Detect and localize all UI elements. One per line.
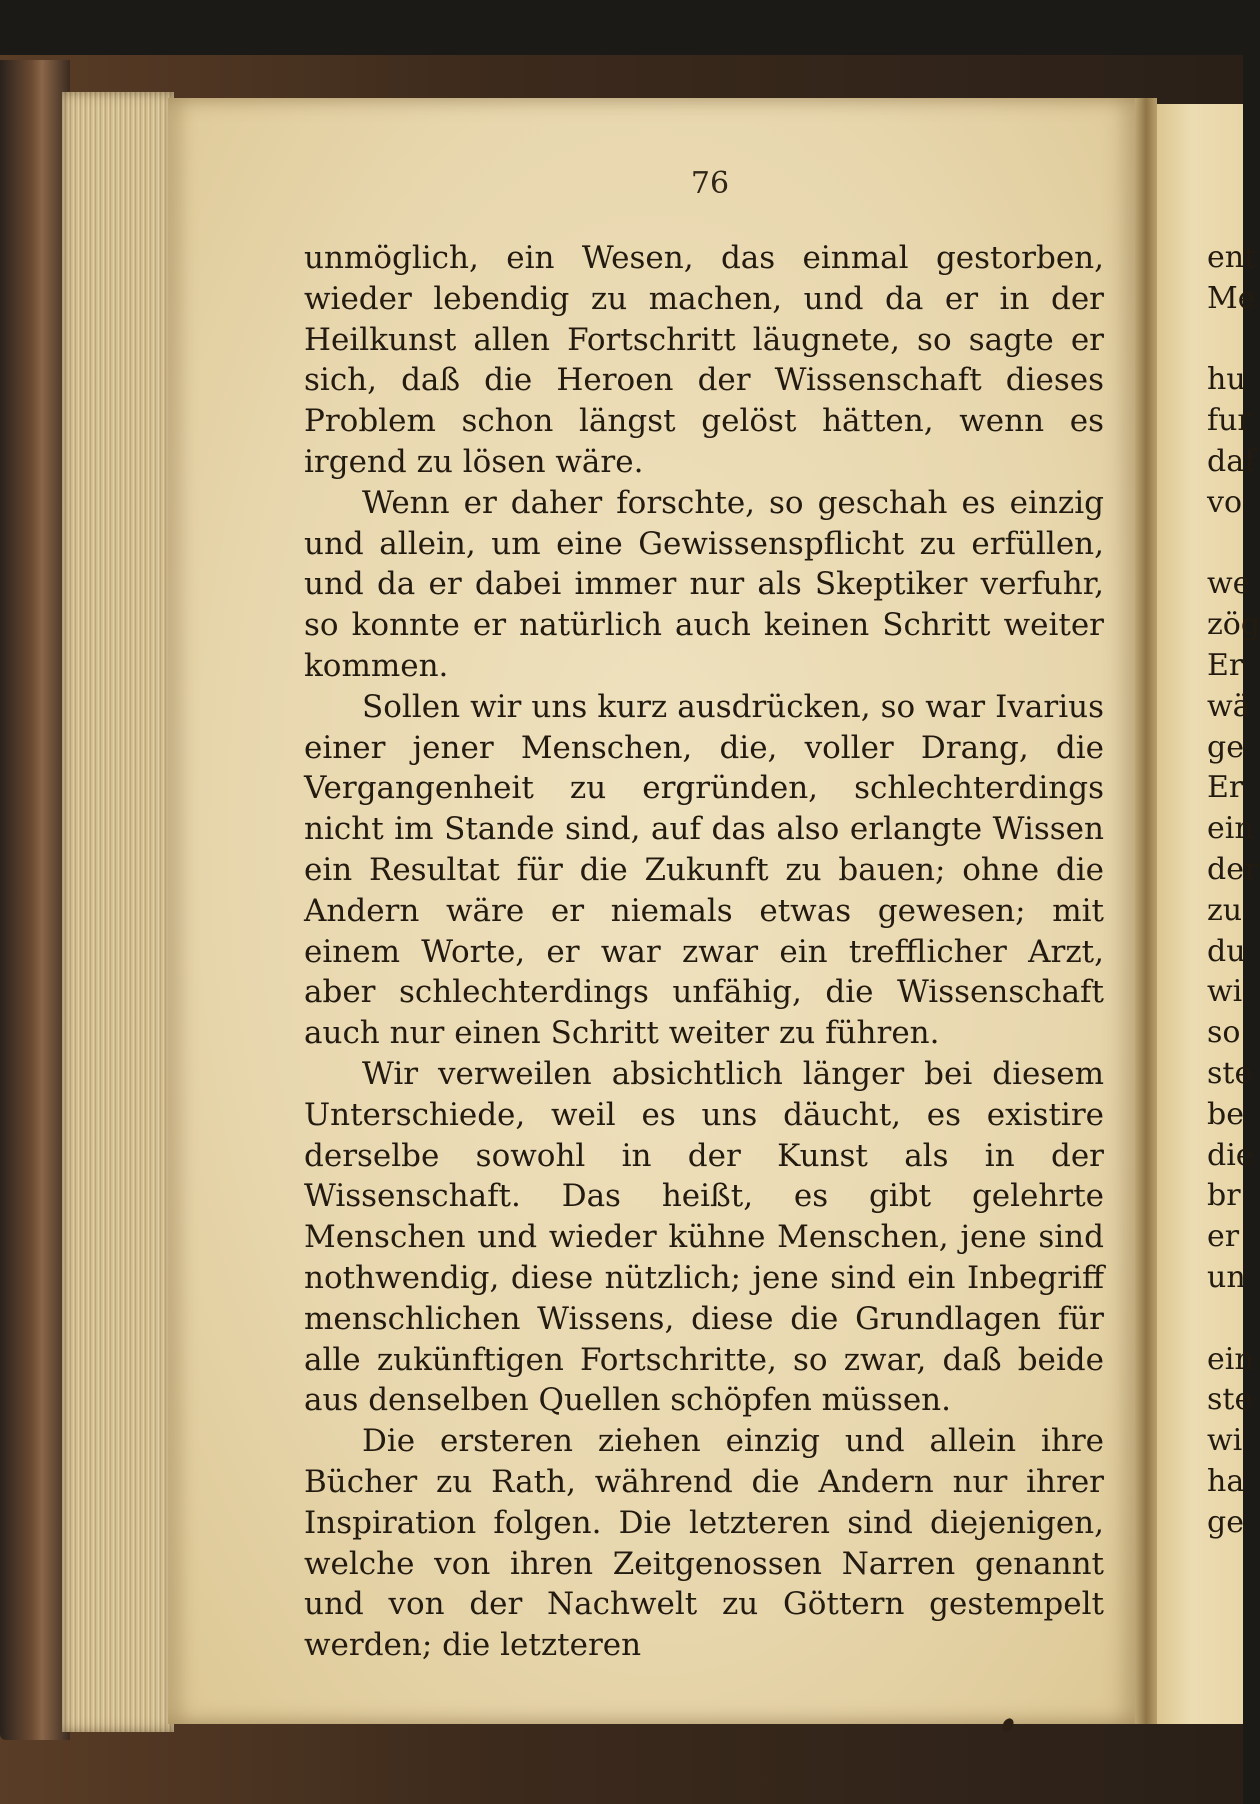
next-page-fragment: der: [1207, 851, 1259, 887]
book-spine: [0, 60, 70, 1740]
next-page-fragments: [1207, 238, 1260, 1544]
next-page-fragment: ent: [1207, 240, 1257, 275]
page-number: 76: [690, 166, 730, 201]
next-page-fragment: [1207, 524, 1247, 565]
next-page-fragment: we: [1207, 566, 1251, 602]
paragraph-4: Wir verweilen absichtlich länger bei diesem Unterschiede, weil es uns däucht, es existire derselbe sowohl in der Kunst als in der Wissenschaft. Das heißt, es gibt gelehrte Menschen und wieder kühne Menschen, jene sind nothwendig, diese nützlich; jene sind ein Inbegriff menschlichen Wissens, diese die Grundlagen für alle zukünftigen Fortschritte, so zwar, daß beide aus denselben Quellen schöpfen müssen.: [304, 1055, 1104, 1419]
next-page-fragment: ein: [1207, 1341, 1254, 1377]
next-page-fragment: vo: [1207, 484, 1243, 520]
next-page-fragment: [1207, 320, 1247, 361]
next-page-fragment: die: [1207, 1137, 1254, 1173]
next-page-fragment: be: [1207, 1096, 1244, 1132]
next-page-fragment: daf: [1207, 443, 1256, 479]
next-page-fragment: fur: [1207, 403, 1252, 439]
next-page-fragment: br: [1207, 1178, 1241, 1214]
next-page-fragment: ge: [1207, 729, 1244, 765]
next-page-fragment: ste: [1207, 1382, 1253, 1418]
paragraph-2: Wenn er daher forschte, so geschah es einzig und allein, um eine Gewissenspflicht zu erfüllen, und da er dabei immer nur als Skeptiker verfuhr, so konnte er natürlich auch keinen Schritt weiter kommen.: [304, 484, 1104, 684]
next-page-fragment: wi: [1207, 1423, 1243, 1459]
next-page-fragment: [1207, 1299, 1247, 1340]
page-text: [304, 238, 1104, 1666]
next-page-fragment: un: [1207, 1259, 1246, 1295]
next-page-fragment: so: [1207, 1015, 1241, 1051]
paragraph-1: unmöglich, ein Wesen, das einmal gestorben, wieder lebendig zu machen, und da er in der Heilkunst allen Fortschritt läugnete, so sagte er sich, daß die Heroen der Wissenschaft dieses Problem schon längst gelöst hätten, wenn es irgend zu lösen wäre.: [304, 240, 1104, 480]
page-edges: [62, 92, 174, 1732]
next-page-fragment: zu: [1207, 892, 1243, 928]
next-page-fragment: Er: [1207, 770, 1244, 806]
next-page-fragment: ste: [1207, 1055, 1253, 1091]
next-page-fragment: ge: [1207, 1504, 1244, 1540]
paragraph-5: Die ersteren ziehen einzig und allein ihre Bücher zu Rath, während die Andern nur ihrer Inspiration folgen. Die letzteren sind diejenigen, welche von ihren Zeitgenossen Narren genannt und von der Nachwelt zu Göttern gestempelt werden; die letzteren: [304, 1423, 1104, 1664]
next-page-fragment: hu: [1207, 362, 1246, 398]
next-page-fragment: zög: [1207, 607, 1260, 643]
book-gutter: [1135, 98, 1157, 1724]
next-page-fragment: wi: [1207, 974, 1243, 1010]
paragraph-3: Sollen wir uns kurz ausdrücken, so war Ivarius einer jener Menschen, die, voller Drang, die Vergangenheit zu ergründen, schlechterdings nicht im Stande sind, auf das also erlangte Wissen ein Resultat für die Zukunft zu bauen; ohne die Andern wäre er niemals etwas gewesen; mit einem Worte, er war zwar ein trefflicher Arzt, aber schlechterdings unfähig, die Wissenschaft auch nur einen Schritt weiter zu führen.: [304, 688, 1104, 1052]
next-page-fragment: Er: [1207, 647, 1244, 683]
next-page-fragment: wä: [1207, 688, 1251, 724]
next-page-fragment: du: [1207, 933, 1246, 969]
next-page-fragment: ha: [1207, 1463, 1245, 1499]
next-page-fragment: er: [1207, 1219, 1240, 1255]
next-page-fragment: ein: [1207, 811, 1254, 847]
next-page-fragment: Me: [1207, 280, 1256, 316]
